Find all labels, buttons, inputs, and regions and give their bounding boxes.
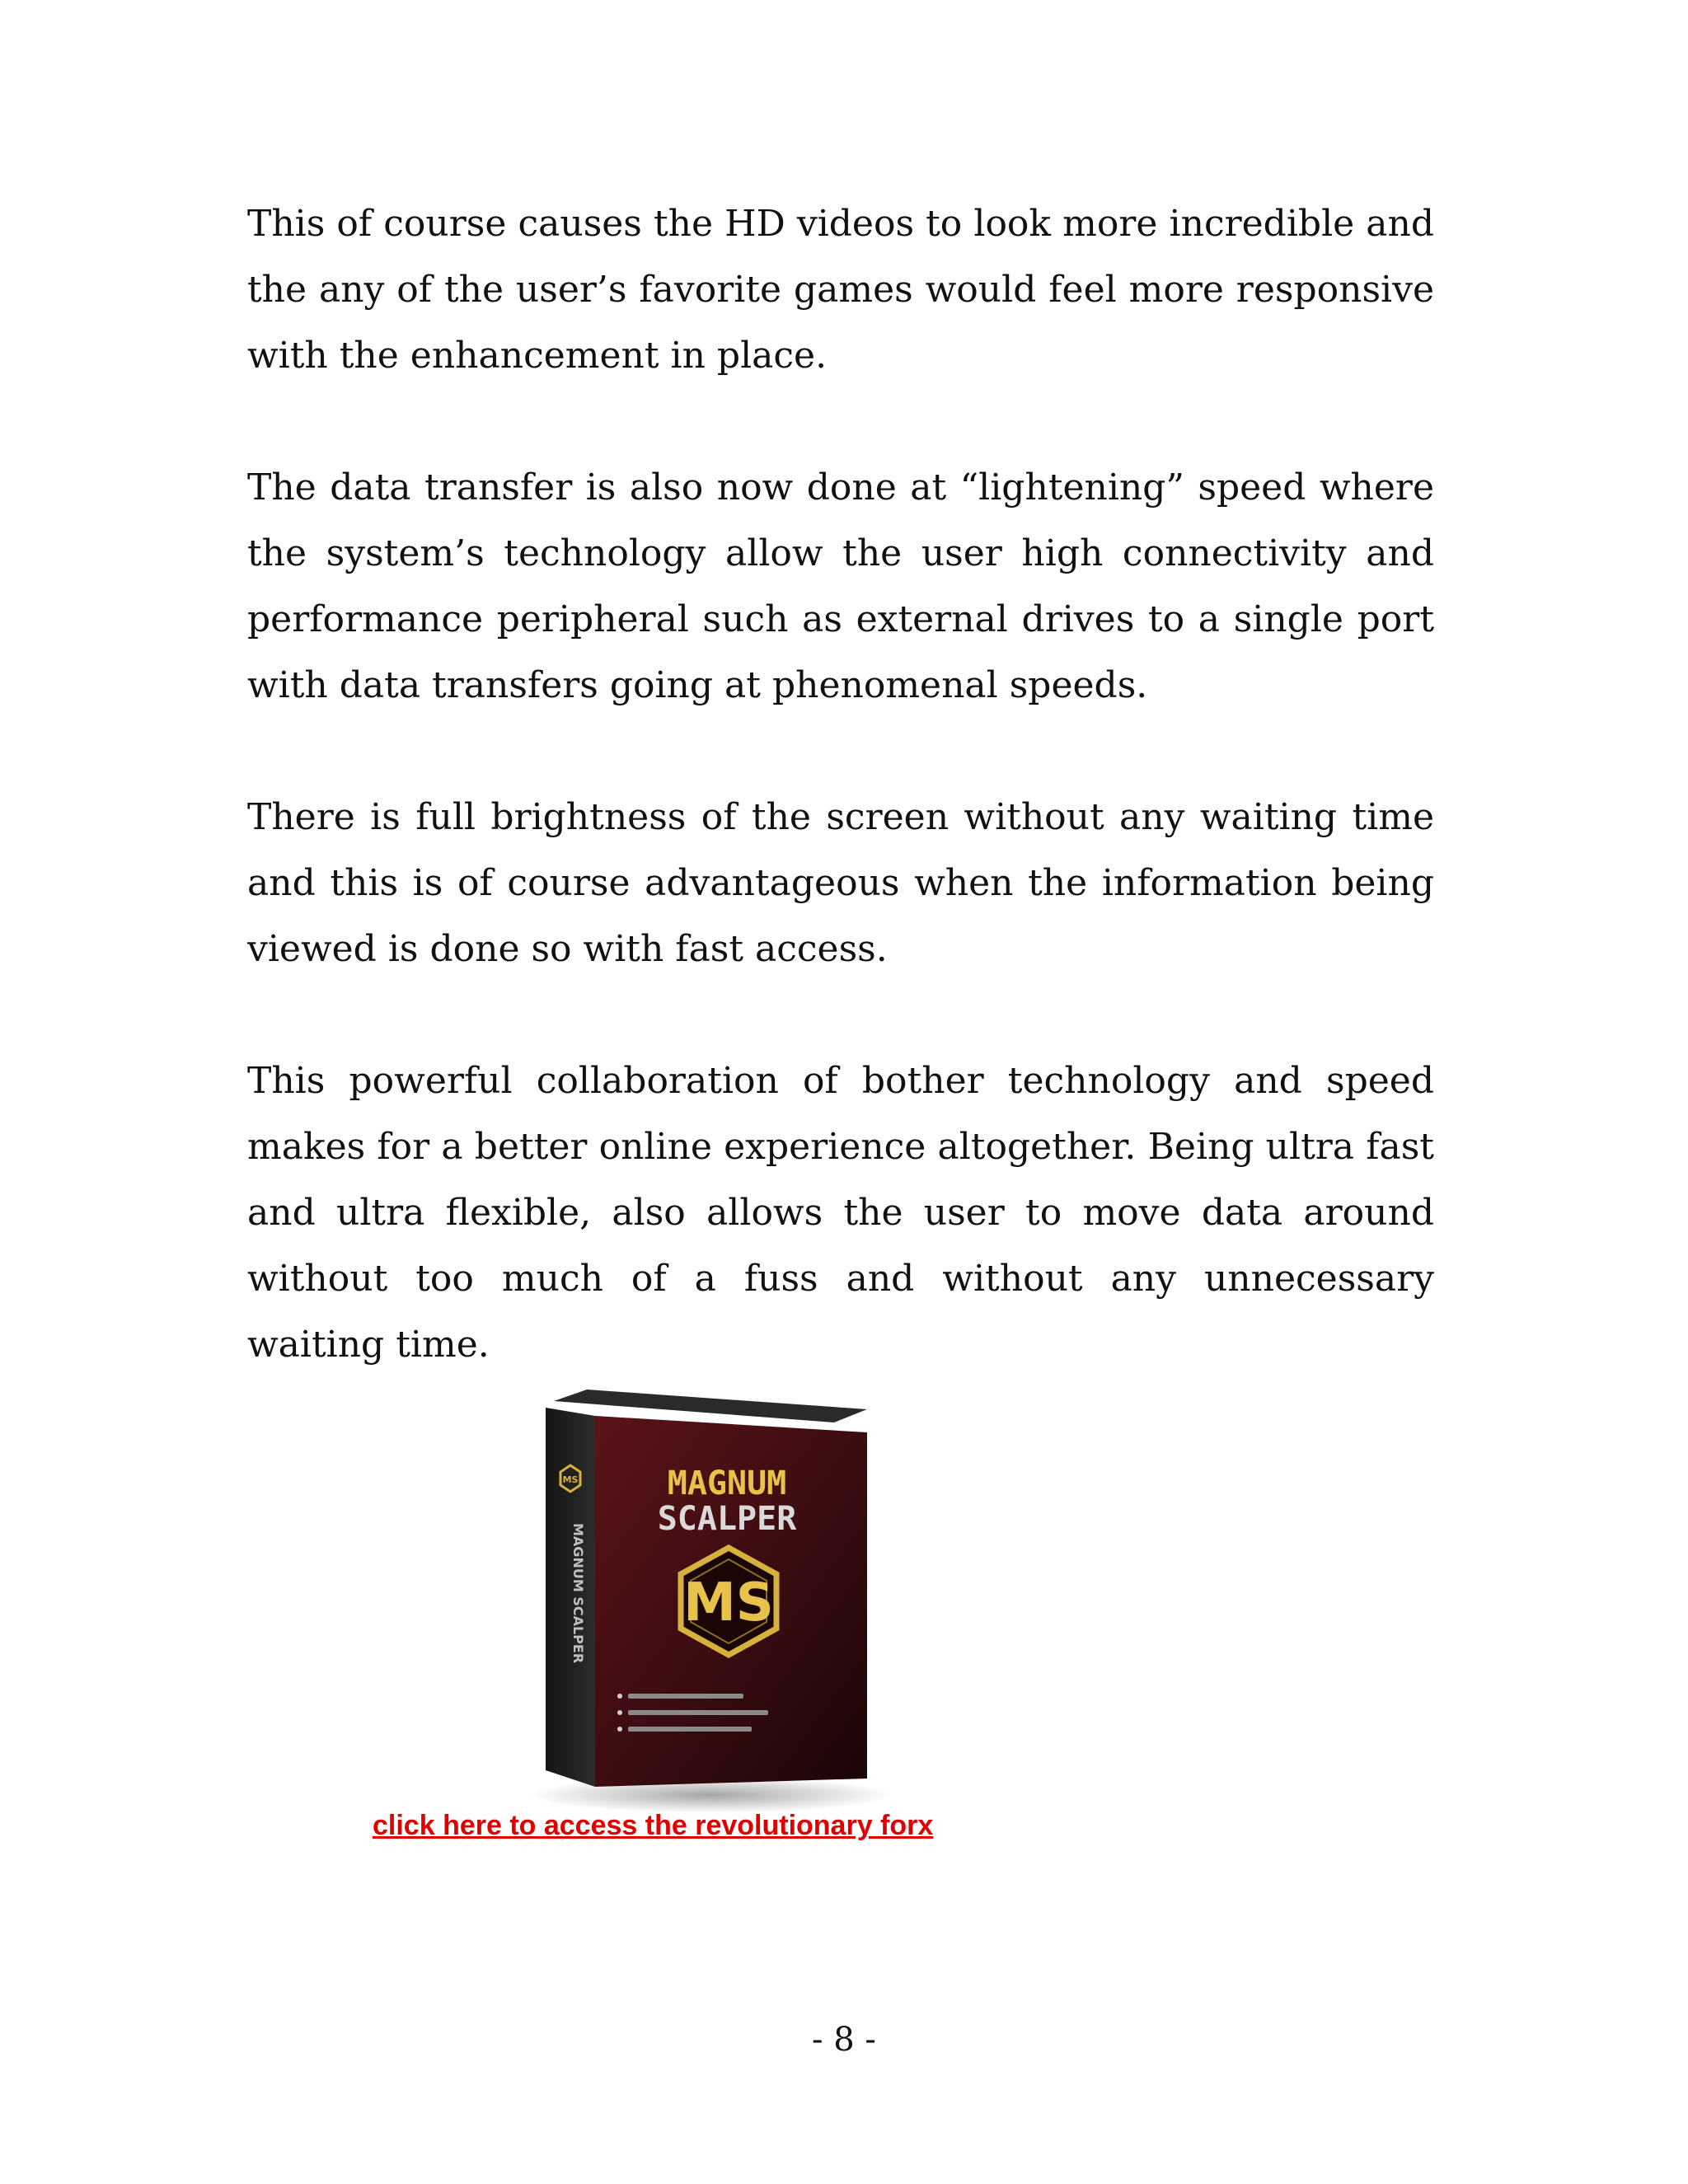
body-text (247, 191, 1434, 1378)
paragraph-4: This powerful collaboration of bother technology and speed makes for a better online experience altogether. Being ultra fast and ultra flexible, also allows the user to move data around without too much of a fuss and without any unnecessary waiting time. (247, 1060, 1434, 1366)
paragraph-3: There is full brightness of the screen without any waiting time and this is of course advantageous when the information being viewed is done so with fast access. (247, 796, 1434, 970)
product-box-graphic (504, 1383, 892, 1820)
ms-emblem-icon (681, 1548, 776, 1655)
side-label: MAGNUM SCALPER (570, 1523, 586, 1664)
revolutionary-forx-link[interactable]: click here to access the revolutionary forx (373, 1810, 934, 1841)
product-title-line2: SCALPER (657, 1500, 797, 1538)
svg-text:MS: MS (562, 1474, 579, 1485)
paragraph-1: This of course causes the HD videos to look more incredible and the any of the user’s favorite games would feel more responsive with the enhancement in place. (247, 203, 1434, 377)
paragraph-2: The data transfer is also now done at “lightening” speed where the system’s technology allow the user high connectivity and performance peripheral such as external drives to a single port with data transfers going at phenomenal speeds. (247, 466, 1434, 706)
page-number: - 8 - (812, 2021, 876, 2059)
product-title-line1: MAGNUM (667, 1465, 787, 1502)
product-box-image[interactable] (504, 1383, 892, 1820)
emblem-letters: MS (683, 1572, 774, 1633)
